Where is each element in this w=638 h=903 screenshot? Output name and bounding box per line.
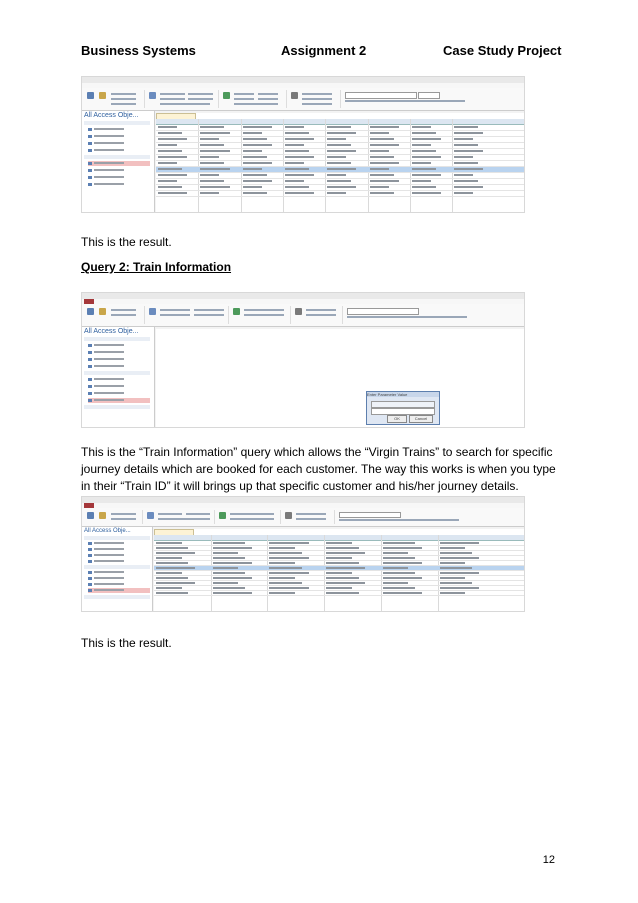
table-cell bbox=[243, 138, 267, 140]
table-cell bbox=[454, 186, 483, 188]
table-cell bbox=[370, 156, 394, 158]
table-cell bbox=[454, 162, 478, 164]
table-cell bbox=[243, 132, 262, 134]
nav-item bbox=[88, 182, 150, 187]
table-cell bbox=[285, 126, 304, 128]
table-cell bbox=[285, 132, 309, 134]
parameter-input[interactable] bbox=[371, 408, 435, 415]
table-cell bbox=[158, 192, 187, 194]
table-cell bbox=[156, 572, 182, 574]
table-cell bbox=[383, 547, 422, 549]
table-cell bbox=[327, 192, 346, 194]
table-icon bbox=[88, 142, 92, 145]
view-icon bbox=[87, 512, 94, 519]
nav-item-selected bbox=[88, 398, 150, 403]
table-cell bbox=[200, 168, 229, 170]
table-cell bbox=[370, 192, 394, 194]
ribbon-group-records bbox=[216, 510, 281, 524]
query-icon bbox=[88, 169, 92, 172]
description-text: This is the “Train Information” query which allows the “Virgin Trains” to search for specific journey details which are booked for each customer. The way this works is when you type in their “Train ID” it will brings up that specific customer and his/her journey details. bbox=[81, 445, 556, 493]
ribbon-group-clipboard bbox=[84, 306, 145, 324]
table-cell bbox=[200, 186, 229, 188]
table-cell bbox=[412, 144, 431, 146]
table-cell bbox=[327, 132, 356, 134]
table-cell bbox=[158, 138, 187, 140]
table-cell bbox=[327, 186, 356, 188]
table-cell bbox=[370, 180, 399, 182]
ribbon-group-sort-filter bbox=[144, 510, 215, 524]
table-cell bbox=[454, 144, 478, 146]
table-cell bbox=[156, 592, 188, 594]
table-cell bbox=[213, 582, 239, 584]
table-cell bbox=[158, 156, 187, 158]
nav-item bbox=[88, 343, 150, 348]
table-cell bbox=[269, 557, 308, 559]
table-cell bbox=[383, 542, 415, 544]
nav-item bbox=[88, 384, 150, 389]
table-cell bbox=[213, 557, 245, 559]
table-cell bbox=[454, 174, 473, 176]
table-cell bbox=[440, 557, 479, 559]
table-cell bbox=[440, 587, 479, 589]
nav-title: All Access Obje... bbox=[84, 528, 131, 534]
table-cell bbox=[285, 168, 309, 170]
table-cell bbox=[156, 582, 195, 584]
nav-title: All Access Obje... bbox=[84, 328, 139, 335]
nav-item bbox=[88, 127, 150, 132]
table-icon bbox=[88, 560, 92, 563]
ribbon bbox=[82, 88, 524, 111]
nav-item bbox=[88, 576, 150, 581]
table-cell bbox=[326, 552, 365, 554]
ribbon-group-text-formatting bbox=[336, 510, 522, 524]
table-cell bbox=[440, 572, 479, 574]
table-cell bbox=[412, 180, 431, 182]
cancel-button[interactable]: Cancel bbox=[409, 415, 433, 423]
table-cell bbox=[383, 552, 409, 554]
query-icon bbox=[88, 589, 92, 592]
table-icon bbox=[88, 554, 92, 557]
table-icon bbox=[88, 542, 92, 545]
table-cell bbox=[243, 144, 272, 146]
table-cell bbox=[213, 577, 252, 579]
view-icon bbox=[87, 92, 94, 99]
result-text-2: This is the result. bbox=[81, 636, 172, 650]
table-icon bbox=[88, 548, 92, 551]
datasheet-grid bbox=[156, 113, 524, 212]
table-cell bbox=[454, 150, 483, 152]
table-cell bbox=[327, 144, 351, 146]
query-icon bbox=[88, 577, 92, 580]
nav-item bbox=[88, 541, 150, 546]
table-cell bbox=[285, 156, 314, 158]
ok-button[interactable]: OK bbox=[387, 415, 407, 423]
table-cell bbox=[269, 592, 295, 594]
table-cell bbox=[200, 150, 229, 152]
table-cell bbox=[454, 132, 483, 134]
table-cell bbox=[370, 144, 399, 146]
table-cell bbox=[285, 144, 304, 146]
table-cell bbox=[156, 542, 182, 544]
table-cell bbox=[200, 132, 229, 134]
table-cell bbox=[158, 186, 182, 188]
table-cell bbox=[412, 192, 441, 194]
nav-item bbox=[88, 148, 150, 153]
ribbon-group-text-formatting bbox=[342, 90, 522, 108]
page-number: 12 bbox=[542, 854, 555, 866]
query-icon bbox=[88, 378, 92, 381]
table-cell bbox=[454, 138, 473, 140]
table-cell bbox=[440, 582, 472, 584]
table-cell bbox=[326, 567, 365, 569]
table-cell bbox=[370, 132, 389, 134]
table-cell bbox=[440, 577, 466, 579]
find-icon bbox=[291, 92, 298, 99]
query-icon bbox=[88, 571, 92, 574]
table-cell bbox=[326, 592, 358, 594]
query-heading: Query 2: Train Information bbox=[81, 260, 232, 274]
refresh-icon bbox=[223, 92, 230, 99]
table-cell bbox=[454, 156, 473, 158]
table-cell bbox=[285, 150, 309, 152]
table-cell bbox=[285, 192, 314, 194]
table-cell bbox=[269, 547, 295, 549]
ribbon-group-text-formatting bbox=[344, 306, 522, 324]
query-icon bbox=[88, 183, 92, 186]
table-cell bbox=[454, 180, 478, 182]
table-cell bbox=[440, 592, 466, 594]
table-cell bbox=[383, 557, 415, 559]
table-cell bbox=[200, 180, 224, 182]
result-text-1: This is the result. bbox=[81, 235, 172, 249]
nav-item bbox=[88, 168, 150, 173]
table-cell bbox=[383, 562, 422, 564]
table-cell bbox=[243, 162, 272, 164]
table-icon bbox=[88, 351, 92, 354]
table-cell bbox=[285, 174, 314, 176]
table-cell bbox=[156, 577, 188, 579]
table-cell bbox=[326, 542, 352, 544]
table-cell bbox=[156, 562, 188, 564]
refresh-icon bbox=[233, 308, 240, 315]
paste-icon bbox=[99, 92, 106, 99]
refresh-icon bbox=[219, 512, 226, 519]
ribbon-group-find bbox=[292, 306, 343, 324]
find-icon bbox=[285, 512, 292, 519]
table-cell bbox=[200, 156, 219, 158]
table-cell bbox=[454, 168, 483, 170]
table-cell bbox=[269, 562, 295, 564]
table-cell bbox=[326, 572, 352, 574]
table-cell bbox=[383, 572, 415, 574]
table-cell bbox=[158, 132, 182, 134]
table-cell bbox=[412, 126, 431, 128]
table-cell bbox=[213, 552, 239, 554]
nav-item bbox=[88, 175, 150, 180]
nav-item bbox=[88, 391, 150, 396]
datasheet-grid bbox=[154, 529, 524, 611]
table-cell bbox=[156, 587, 182, 589]
table-cell bbox=[200, 144, 224, 146]
table-icon bbox=[88, 365, 92, 368]
table-cell bbox=[269, 567, 301, 569]
table-cell bbox=[285, 186, 309, 188]
table-cell bbox=[440, 542, 479, 544]
paste-icon bbox=[99, 308, 106, 315]
table-cell bbox=[454, 126, 478, 128]
table-cell bbox=[370, 138, 394, 140]
table-cell bbox=[383, 587, 415, 589]
table-icon bbox=[88, 149, 92, 152]
table-cell bbox=[200, 126, 224, 128]
table-cell bbox=[213, 587, 245, 589]
table-cell bbox=[326, 577, 358, 579]
paste-icon bbox=[99, 512, 106, 519]
table-cell bbox=[213, 592, 252, 594]
nav-item bbox=[88, 559, 150, 564]
find-icon bbox=[295, 308, 302, 315]
header-left: Business Systems bbox=[81, 43, 196, 58]
table-cell bbox=[370, 150, 389, 152]
table-cell bbox=[326, 587, 352, 589]
table-cell bbox=[412, 156, 441, 158]
table-cell bbox=[243, 156, 267, 158]
table-icon bbox=[88, 358, 92, 361]
table-cell bbox=[327, 156, 346, 158]
table-cell bbox=[269, 587, 308, 589]
header-center: Assignment 2 bbox=[281, 43, 367, 58]
query-icon bbox=[88, 162, 92, 165]
parameter-dialog bbox=[366, 391, 440, 425]
ribbon-group-find bbox=[288, 90, 341, 108]
table-cell bbox=[243, 174, 267, 176]
table-cell bbox=[383, 577, 422, 579]
workspace bbox=[156, 329, 524, 427]
ribbon-group-records bbox=[220, 90, 287, 108]
table-cell bbox=[383, 582, 409, 584]
nav-title: All Access Obje... bbox=[84, 112, 139, 119]
navigation-pane bbox=[82, 327, 155, 427]
table-cell bbox=[370, 168, 389, 170]
query-icon bbox=[88, 392, 92, 395]
ribbon bbox=[82, 508, 524, 527]
table-row bbox=[154, 591, 524, 596]
table-cell bbox=[370, 186, 389, 188]
ribbon-group-clipboard bbox=[84, 90, 145, 108]
table-cell bbox=[269, 542, 308, 544]
table-cell bbox=[213, 562, 252, 564]
table-cell bbox=[200, 192, 219, 194]
dialog-title: Enter Parameter Value bbox=[367, 392, 439, 397]
table-cell bbox=[326, 582, 365, 584]
table-cell bbox=[213, 572, 245, 574]
table-cell bbox=[412, 174, 441, 176]
query-icon bbox=[88, 399, 92, 402]
table-cell bbox=[158, 162, 177, 164]
table-cell bbox=[285, 180, 304, 182]
table-cell bbox=[327, 168, 356, 170]
header-right: Case Study Project bbox=[443, 43, 562, 58]
table-cell bbox=[269, 572, 308, 574]
table-cell bbox=[243, 186, 262, 188]
table-cell bbox=[158, 174, 187, 176]
nav-item bbox=[88, 570, 150, 575]
table-cell bbox=[243, 126, 272, 128]
table-cell bbox=[156, 552, 195, 554]
table-icon bbox=[88, 128, 92, 131]
nav-item bbox=[88, 553, 150, 558]
table-icon bbox=[88, 135, 92, 138]
table-cell bbox=[440, 552, 472, 554]
table-cell bbox=[383, 592, 422, 594]
table-cell bbox=[213, 567, 239, 569]
table-cell bbox=[200, 174, 219, 176]
query-icon bbox=[88, 385, 92, 388]
table-cell bbox=[326, 547, 358, 549]
nav-item bbox=[88, 377, 150, 382]
screenshot-parameter-dialog bbox=[81, 292, 525, 428]
table-cell bbox=[327, 150, 356, 152]
table-cell bbox=[158, 180, 177, 182]
table-cell bbox=[269, 552, 301, 554]
table-cell bbox=[158, 126, 177, 128]
ribbon-group-find bbox=[282, 510, 335, 524]
table-cell bbox=[243, 180, 272, 182]
table-cell bbox=[412, 186, 436, 188]
ribbon-group-clipboard bbox=[84, 510, 143, 524]
view-icon bbox=[87, 308, 94, 315]
table-cell bbox=[370, 174, 394, 176]
table-cell bbox=[412, 150, 436, 152]
table-cell bbox=[327, 126, 351, 128]
table-cell bbox=[156, 557, 182, 559]
table-cell bbox=[412, 138, 441, 140]
nav-item bbox=[88, 141, 150, 146]
table-cell bbox=[285, 162, 304, 164]
table-cell bbox=[269, 582, 301, 584]
filter-icon bbox=[149, 308, 156, 315]
table-cell bbox=[327, 180, 351, 182]
ribbon bbox=[82, 304, 524, 327]
ribbon-group-records bbox=[230, 306, 291, 324]
table-cell bbox=[158, 168, 182, 170]
nav-item-selected bbox=[88, 588, 150, 593]
table-cell bbox=[158, 150, 182, 152]
table-cell bbox=[412, 168, 436, 170]
table-cell bbox=[326, 557, 352, 559]
screenshot-train-information-result bbox=[81, 496, 525, 612]
table-cell bbox=[412, 132, 436, 134]
table-cell bbox=[269, 577, 295, 579]
table-cell bbox=[327, 174, 346, 176]
table-cell bbox=[327, 138, 346, 140]
navigation-pane bbox=[82, 111, 155, 212]
table-cell bbox=[454, 192, 473, 194]
table-row bbox=[156, 191, 524, 197]
nav-item-selected bbox=[88, 161, 150, 166]
ribbon-group-sort-filter bbox=[146, 90, 219, 108]
table-cell bbox=[213, 547, 252, 549]
table-cell bbox=[243, 150, 262, 152]
table-cell bbox=[412, 162, 431, 164]
table-cell bbox=[440, 562, 466, 564]
nav-item bbox=[88, 350, 150, 355]
table-cell bbox=[156, 547, 188, 549]
table-cell bbox=[243, 192, 267, 194]
table-cell bbox=[200, 162, 224, 164]
filter-icon bbox=[147, 512, 154, 519]
nav-item bbox=[88, 134, 150, 139]
table-cell bbox=[440, 567, 472, 569]
query-icon bbox=[88, 583, 92, 586]
table-cell bbox=[158, 144, 177, 146]
nav-item bbox=[88, 357, 150, 362]
nav-item bbox=[88, 547, 150, 552]
nav-item bbox=[88, 364, 150, 369]
filter-icon bbox=[149, 92, 156, 99]
table-icon bbox=[88, 344, 92, 347]
table-cell bbox=[156, 567, 195, 569]
table-cell bbox=[370, 126, 399, 128]
train-id-label bbox=[371, 401, 435, 408]
ribbon-group-sort-filter bbox=[146, 306, 229, 324]
table-cell bbox=[383, 567, 409, 569]
table-cell bbox=[285, 138, 314, 140]
query-icon bbox=[88, 176, 92, 179]
table-cell bbox=[370, 162, 399, 164]
navigation-pane bbox=[82, 527, 153, 611]
table-cell bbox=[326, 562, 358, 564]
table-cell bbox=[200, 138, 219, 140]
table-cell bbox=[327, 162, 351, 164]
table-cell bbox=[440, 547, 466, 549]
nav-item bbox=[88, 582, 150, 587]
table-cell bbox=[213, 542, 245, 544]
screenshot-customer-query bbox=[81, 76, 525, 213]
table-cell bbox=[243, 168, 262, 170]
